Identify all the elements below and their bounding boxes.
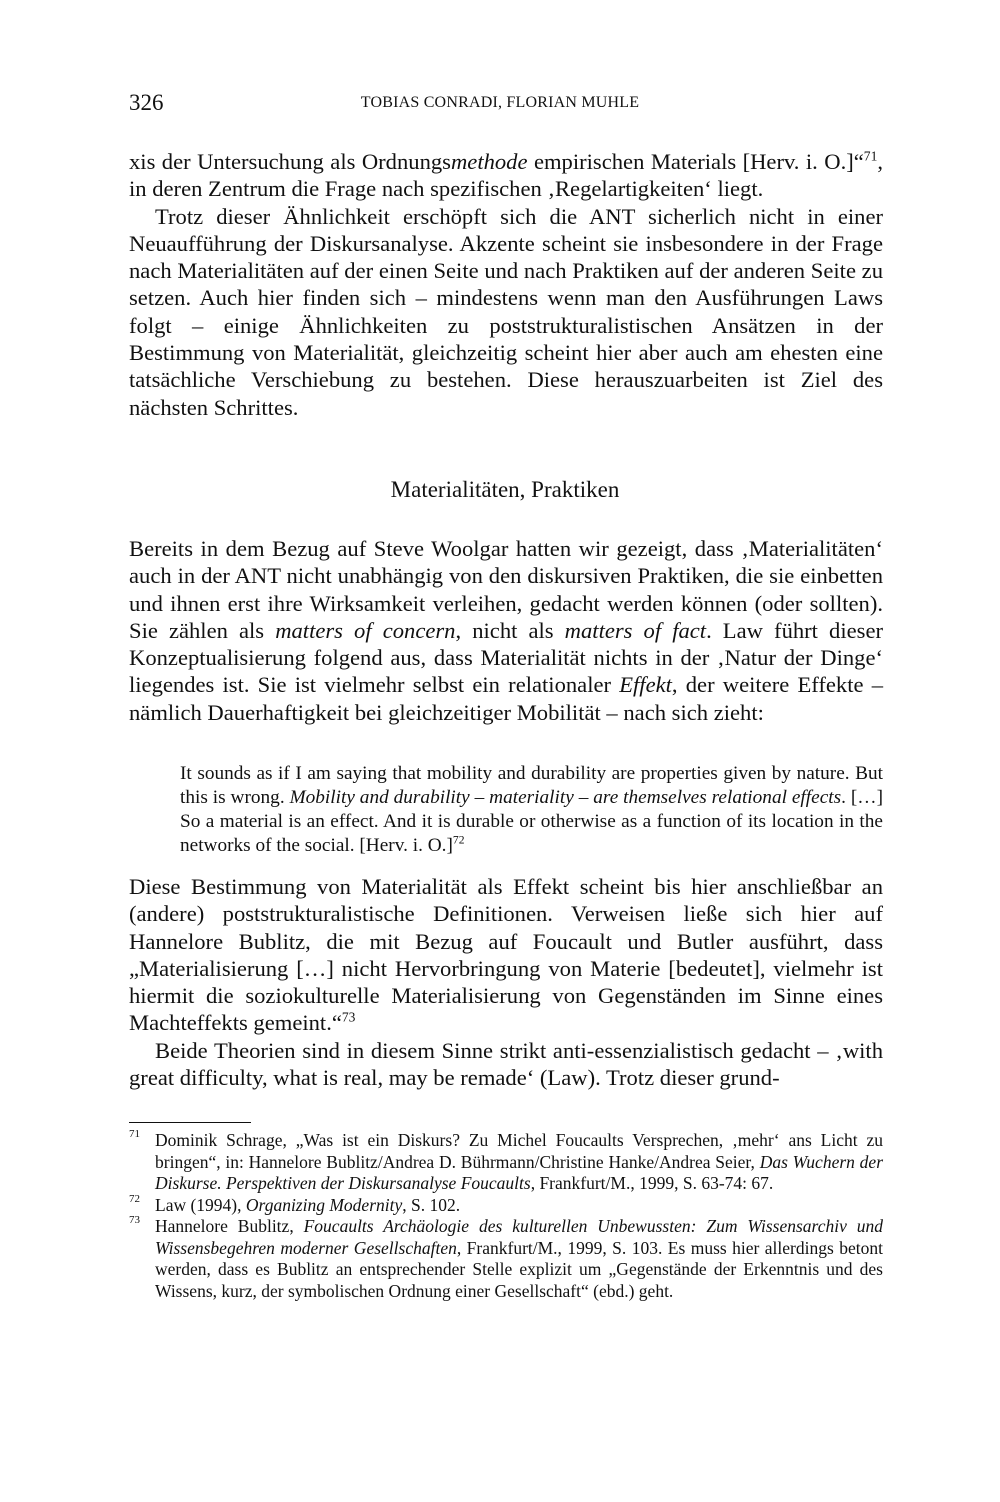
text-run: . […] So a material is an effect. And it is durable or otherwise as a function of its location in the networks of the social. [Herv. i. O.]	[180, 787, 883, 856]
footnote-number: 73	[129, 1214, 140, 1226]
text-run: xis der Untersuchung als Ordnungs	[129, 149, 451, 174]
text-run: , nicht als	[455, 617, 565, 643]
footnote-number: 71	[129, 1128, 140, 1140]
footnote-separator	[129, 1122, 251, 1123]
italic-run: matters of concern	[275, 617, 456, 643]
italic-run: Foucaults Archäologie des kulturellen Unbewussten: Zum Wissensarchiv und Wissensbegehren moderner Gesellschaften	[155, 1216, 884, 1258]
text-run: . Law führt dieser Konzeptualisierung folgend aus, dass Materialität nichts in der ‚Natur der Dinge‘ liegendes ist. Sie ist vielmehr selbst ein relationaler	[129, 617, 883, 698]
block-quote	[180, 762, 883, 858]
footnote-ref-72[interactable]: 72	[452, 833, 465, 847]
footnote-72	[129, 1192, 883, 1217]
text-run: , Frankfurt/M., 1999, S. 63-74: 67.	[530, 1173, 774, 1193]
italic-run: Effekt	[619, 672, 672, 698]
text-run: Hannelore Bublitz,	[155, 1216, 304, 1236]
paragraph: Trotz dieser Ähnlichkeit erschöpft sich die ANT sicherlich nicht in einer Neuaufführung der Diskursanalyse. Akzente scheint sie insbesondere in der Frage nach Materialitäten auf der einen Seite und nach Praktiken auf der anderen Seite zu setzen. Auch hier finden sich – mindestens wenn man den Ausführungen Laws folgt – einige Ähnlichkeiten zu poststrukturalistischen Ansätzen in der Bestimmung von Materialität, gleichzeitig scheint hier aber auch am ehesten eine tatsächliche Verschiebung zu bestehen. Diese herauszuarbeiten ist Ziel des nächsten Schrittes.	[129, 203, 883, 420]
footnote-ref-71[interactable]: 71	[863, 148, 878, 164]
italic-run: methode	[450, 149, 528, 174]
italic-run: Das Wuchern der Diskurse. Perspektiven der Diskursanalyse Foucaults	[155, 1151, 884, 1193]
text-run: Diese Bestimmung von Materialität als Effekt scheint bis hier anschließbar an (andere) poststrukturalistische Definitionen. Verweisen ließe sich hier auf Hannelore Bublitz, die mit Bezug auf Foucault und Butler ausführt, dass „Materialisierung […] nicht Hervorbringung von Materie [bedeutet], vielmehr ist hiermit die soziokulturelle Materialisierung von Gegenständen im Sinne eines Machteffekts gemeint.“	[129, 874, 883, 1036]
paragraph	[129, 535, 883, 726]
paragraph	[129, 873, 883, 1037]
italic-run: Organizing Modernity	[245, 1194, 403, 1215]
top-text-block	[129, 148, 883, 421]
after-quote-text-block	[129, 873, 883, 1091]
footnote-ref-73[interactable]: 73	[341, 1009, 356, 1025]
text-run: empirischen Materials [Herv. i. O.]“	[527, 149, 864, 174]
footnotes	[129, 1130, 883, 1302]
footnote-73	[129, 1216, 883, 1302]
italic-run: matters of fact	[564, 617, 707, 643]
text-run: It sounds as if I am saying that mobility and durability are properties given by nature. But this is wrong.	[180, 763, 883, 808]
running-header: TOBIAS CONRADI, FLORIAN MUHLE	[360, 94, 640, 111]
italic-run: Mobility and durability – materiality – are themselves relational effects	[289, 787, 842, 808]
page-number: 326	[129, 90, 164, 115]
paragraph-continuation	[129, 148, 883, 203]
footnote-71	[129, 1130, 883, 1195]
text-run: Dominik Schrage, „Was ist ein Diskurs? Zu Michel Foucaults Versprechen, ‚mehr‘ ans Licht zu bringen“, in: Hannelore Bublitz/Andrea D. Bührmann/Christine Hanke/Andrea Seier,	[155, 1130, 883, 1172]
quote-paragraph	[180, 762, 883, 858]
text-run: , Frankfurt/M., 1999, S. 103. Es muss hier allerdings betont werden, dass es Bublitz an entsprechender Stelle explizit um „Gegenstände der Erkenntnis und des Wissens, kurz, der symbolischen Ordnung einer Gesellschaft“ (ebd.) geht.	[155, 1237, 883, 1301]
text-run: , S. 102.	[402, 1194, 461, 1215]
footnote-number: 72	[129, 1192, 140, 1205]
section-text-block	[129, 535, 883, 726]
section-heading: Materialitäten, Praktiken	[390, 477, 620, 502]
text-run: , in deren Zentrum die Frage nach spezifischen ‚Regelartigkeiten‘ liegt.	[129, 149, 883, 202]
paragraph: Beide Theorien sind in diesem Sinne strikt anti-essenzialistisch gedacht – ‚with great difficulty, what is real, may be remade‘ (Law). Trotz dieser grund-	[129, 1037, 883, 1091]
text-run: Bereits in dem Bezug auf Steve Woolgar hatten wir gezeigt, dass ‚Materialitäten‘ auch in der ANT nicht unabhängig von den diskursiven Praktiken, die sie einbetten und ihnen erst ihre Wirksamkeit verleihen, gedacht werden können (oder sollten). Sie zählen als	[129, 536, 883, 643]
text-run: , der weitere Effekte – nämlich Dauerhaftigkeit bei gleichzeitiger Mobilität – nach sich zieht:	[129, 672, 883, 725]
text-run: Law (1994),	[155, 1194, 246, 1215]
